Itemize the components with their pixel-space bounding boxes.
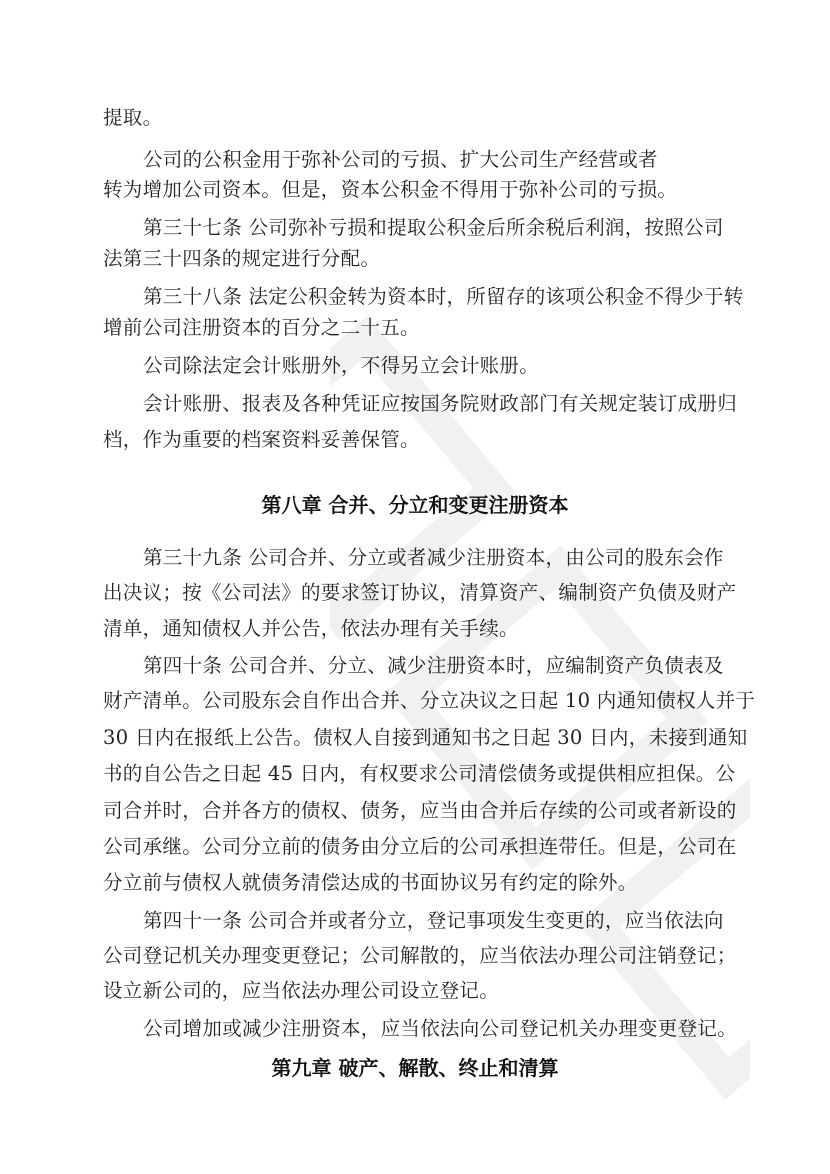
paragraph-line: 增前公司注册资本的百分之二十五。 <box>103 316 420 339</box>
paragraph-line: 会计账册、报表及各种凭证应按国务院财政部门有关规定装订成册归 <box>143 392 738 415</box>
article-41: 第四十一条 公司合并或者分立，登记事项发生变更的，应当依法向 <box>143 909 724 932</box>
article-37: 第三十七条 公司弥补亏损和提取公积金后所余税后利润，按照公司 <box>143 216 724 239</box>
paragraph-line: 出决议；按《公司法》的要求签订协议，清算资产、编制资产负债及财产 <box>103 581 737 604</box>
paragraph-line: 提取。 <box>103 106 163 129</box>
paragraph-line: 财产清单。公司股东会自作出合并、分立决议之日起 10 内通知债权人并于 <box>103 689 756 712</box>
chapter-8-heading: 第八章 合并、分立和变更注册资本 <box>261 493 569 517</box>
paragraph-line: 分立前与债权人就债务清偿达成的书面协议另有约定的除外。 <box>103 871 638 894</box>
chapter-9-heading: 第九章 破产、解散、终止和清算 <box>271 1056 559 1080</box>
paragraph-line: 30 日内在报纸上公告。债权人自接到通知书之日起 30 日内，未接到通知 <box>103 726 748 749</box>
paragraph-line: 司合并时，合并各方的债权、债务，应当由合并后存续的公司或者新设的 <box>103 799 737 822</box>
paragraph-line: 转为增加公司资本。但是，资本公积金不得用于弥补公司的亏损。 <box>103 178 678 201</box>
paragraph-line: 公司增加或减少注册资本，应当依法向公司登记机关办理变更登记。 <box>143 1017 738 1040</box>
paragraph-line: 设立新公司的，应当依法办理公司设立登记。 <box>103 979 500 1002</box>
paragraph-line: 清单，通知债权人并公告，依法办理有关手续。 <box>103 617 519 640</box>
paragraph-line: 法第三十四条的规定进行分配。 <box>103 247 381 270</box>
paragraph-line: 公司承继。公司分立前的债务由分立后的公司承担连带任。但是，公司在 <box>103 835 737 858</box>
paragraph-line: 书的自公告之日起 45 日内，有权要求公司清偿债务或提供相应担保。公 <box>103 762 736 785</box>
paragraph-line: 公司除法定会计账册外，不得另立会计账册。 <box>143 354 540 377</box>
paragraph-line: 档，作为重要的档案资料妥善保管。 <box>103 428 420 451</box>
article-39: 第三十九条 公司合并、分立或者减少注册资本，由公司的股东会作 <box>143 546 724 569</box>
paragraph-line: 公司的公积金用于弥补公司的亏损、扩大公司生产经营或者 <box>143 148 658 171</box>
article-38: 第三十八条 法定公积金转为资本时，所留存的该项公积金不得少于转 <box>143 285 744 308</box>
article-40: 第四十条 公司合并、分立、减少注册资本时，应编制资产负债表及 <box>143 654 724 677</box>
paragraph-line: 公司登记机关办理变更登记；公司解散的，应当依法办理公司注销登记； <box>103 944 737 967</box>
